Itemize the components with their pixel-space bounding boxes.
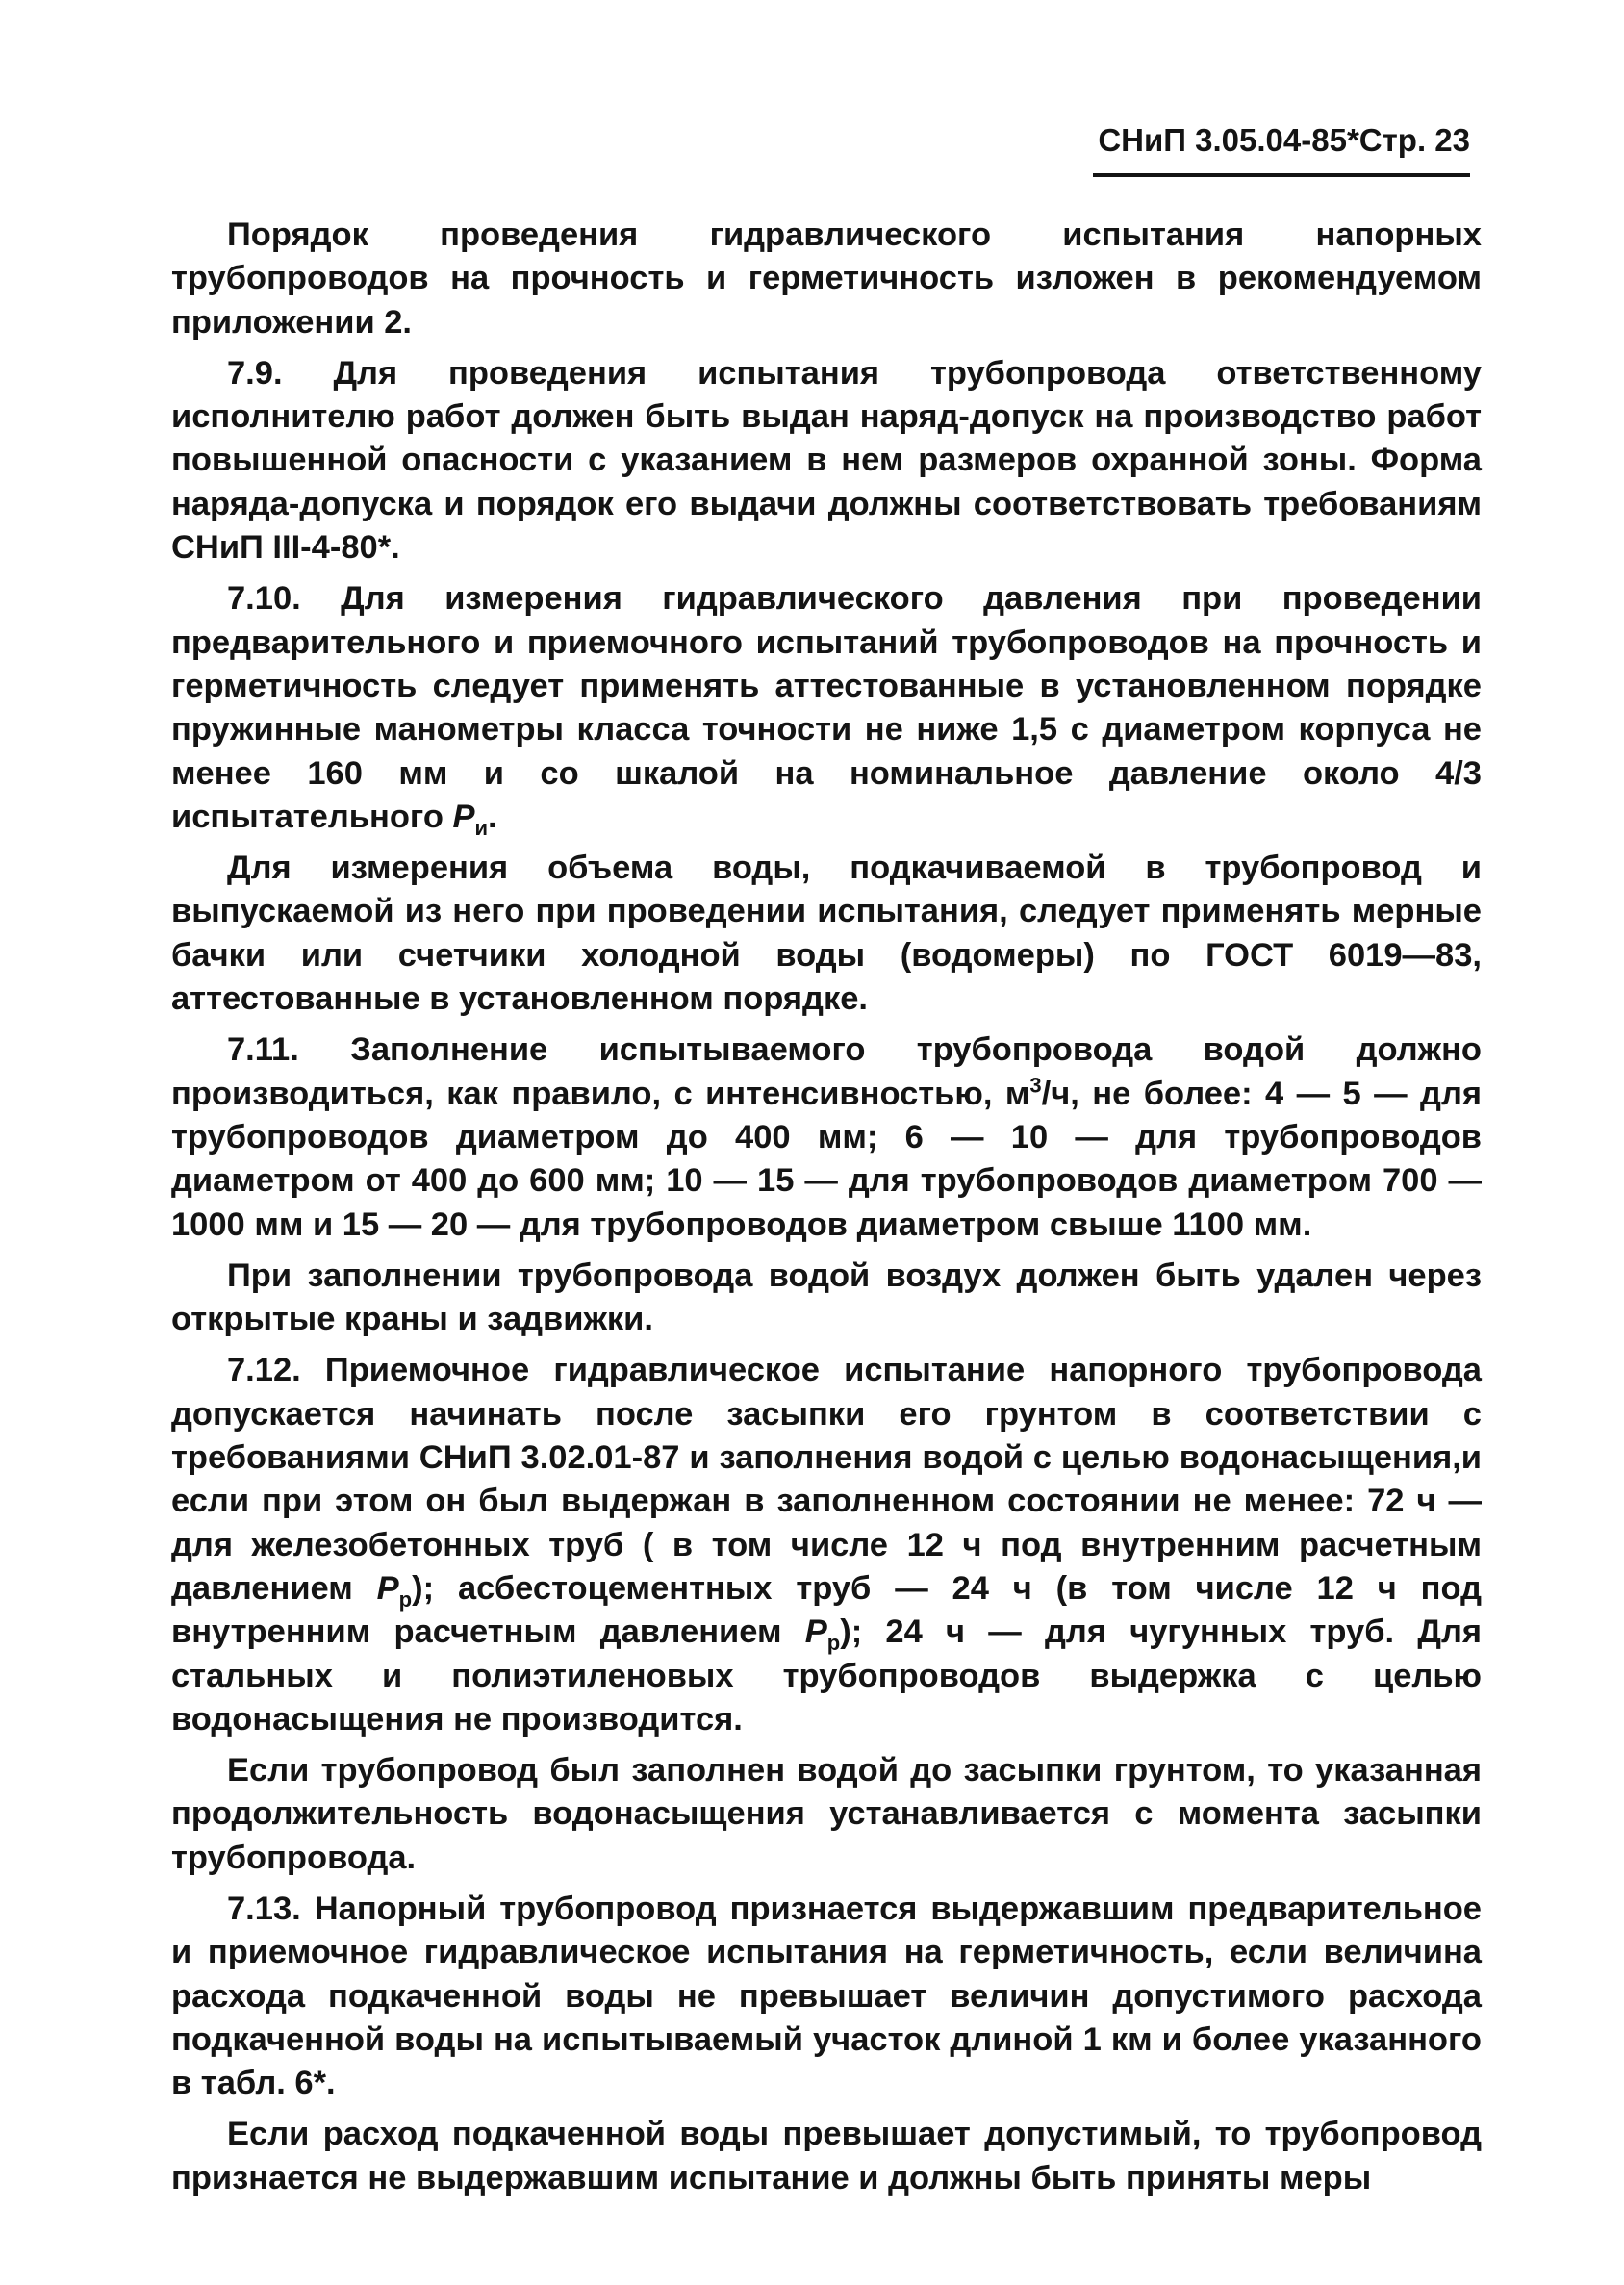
clause-number: 7.12. bbox=[227, 1352, 301, 1389]
paragraph-text: ); 24 ч — для чугунных труб. Для стальных и полиэтиленовых трубопроводов выдержка с целью водонасыщения не производится. bbox=[171, 1613, 1482, 1738]
paragraph-text: Напорный трубопровод признается выдержавшим предварительное и приемочное гидравлическое испытания на герметичность, если величина расхода подкаченной воды не превышает величин допустимого расхода подкаченной воды на испытываемый участок длиной 1 км и более указанного в табл. 6*. bbox=[171, 1890, 1482, 2102]
paragraph-intro bbox=[171, 214, 1482, 344]
clause-number: 7.10. bbox=[227, 580, 301, 618]
clause-number: 7.11. bbox=[227, 1031, 299, 1069]
paragraph-filling bbox=[171, 1749, 1482, 1880]
clause-7-9 bbox=[171, 352, 1482, 570]
paragraph-text-start: Приемочное гидравлическое испытание напорного трубопровода допускается начинать после засыпки его грунтом в соответствии с требованиями СНиП 3.02.01-87 и заполнения водой с целью водонасыщения,и если при этом он был выдержан в заполненном состоянии не менее: 72 ч — для железобетонных труб ( в том числе 12 ч под внутренним расчетным давлением bbox=[171, 1352, 1482, 1607]
symbol-p: P bbox=[452, 798, 475, 835]
paragraph-text-start: Заполнение испытываемого трубопровода водой должно производиться, как правило, с интенсивностью, м bbox=[171, 1031, 1482, 1112]
paragraph-text: Порядок проведения гидравлического испытания напорных трубопроводов на прочность и герметичность изложен в рекомендуемом приложении 2. bbox=[171, 216, 1482, 341]
symbol-subscript: р bbox=[826, 1631, 841, 1656]
clause-7-10 bbox=[171, 577, 1482, 839]
clause-number: 7.13. bbox=[227, 1890, 301, 1927]
symbol-p: P bbox=[804, 1613, 827, 1651]
symbol-subscript: р bbox=[398, 1587, 413, 1612]
paragraph-text: Если расход подкаченной воды превышает допустимый, то трубопровод признается не выдержавшим испытание и должны быть приняты меры bbox=[171, 2116, 1482, 2196]
clause-7-13 bbox=[171, 1888, 1482, 2105]
paragraph-excess bbox=[171, 2113, 1482, 2200]
paragraph-text: Для проведения испытания трубопровода ответственному исполнителю работ должен быть выдан наряд-допуск на производство работ повышенной опасности с указанием в нем размеров охранной зоны. Форма наряда-допуска и порядок его выдачи должны соответствовать требованиям СНиП III-4-80*. bbox=[171, 354, 1482, 567]
clause-7-12 bbox=[171, 1349, 1482, 1741]
paragraph-air bbox=[171, 1255, 1482, 1342]
page-header: СНиП 3.05.04-85*Стр. 23 bbox=[1093, 121, 1470, 177]
paragraph-text: /ч, не более: 4 — 5 — для трубопроводов диаметром до 400 мм; 6 — 10 — для трубопроводов диаметром от 400 до 600 мм; 10 — 15 — для трубопроводов диаметром 700 — 1000 мм и 15 — 20 — для трубопроводов диаметром свыше 1100 мм. bbox=[171, 1075, 1482, 1243]
paragraph-end: . bbox=[488, 798, 497, 835]
paragraph-text: Если трубопровод был заполнен водой до засыпки грунтом, то указанная продолжительность водонасыщения устанавливается с момента засыпки трубопровода. bbox=[171, 1752, 1482, 1876]
paragraph-text: При заполнении трубопровода водой воздух должен быть удален через открытые краны и задвижки. bbox=[171, 1257, 1482, 1338]
superscript: 3 bbox=[1029, 1073, 1042, 1098]
paragraph-text: Для измерения гидравлического давления при проведении предварительного и приемочного испытаний трубопроводов на прочность и герметичность следует применять аттестованные в установленном порядке пружинные манометры класса точности не ниже 1,5 с диаметром корпуса не менее 160 мм и со шкалой на номинальное давление около 4/3 испытательного bbox=[171, 580, 1482, 835]
document-body bbox=[171, 214, 1482, 2208]
paragraph-text: Для измерения объема воды, подкачиваемой в трубопровод и выпускаемой из него при проведении испытания, следует применять мерные бачки или счетчики холодной воды (водомеры) по ГОСТ 6019—83, аттестованные в установленном порядке. bbox=[171, 850, 1482, 1018]
clause-number: 7.9. bbox=[227, 354, 283, 392]
paragraph-volume bbox=[171, 847, 1482, 1021]
clause-7-11 bbox=[171, 1028, 1482, 1246]
symbol-p: P bbox=[376, 1569, 399, 1607]
symbol-subscript: и bbox=[474, 815, 489, 840]
paragraph-text-middle: ); асбестоцементных труб — 24 ч (в том числе 12 ч под внутренним расчетным давлением bbox=[171, 1569, 1483, 1651]
